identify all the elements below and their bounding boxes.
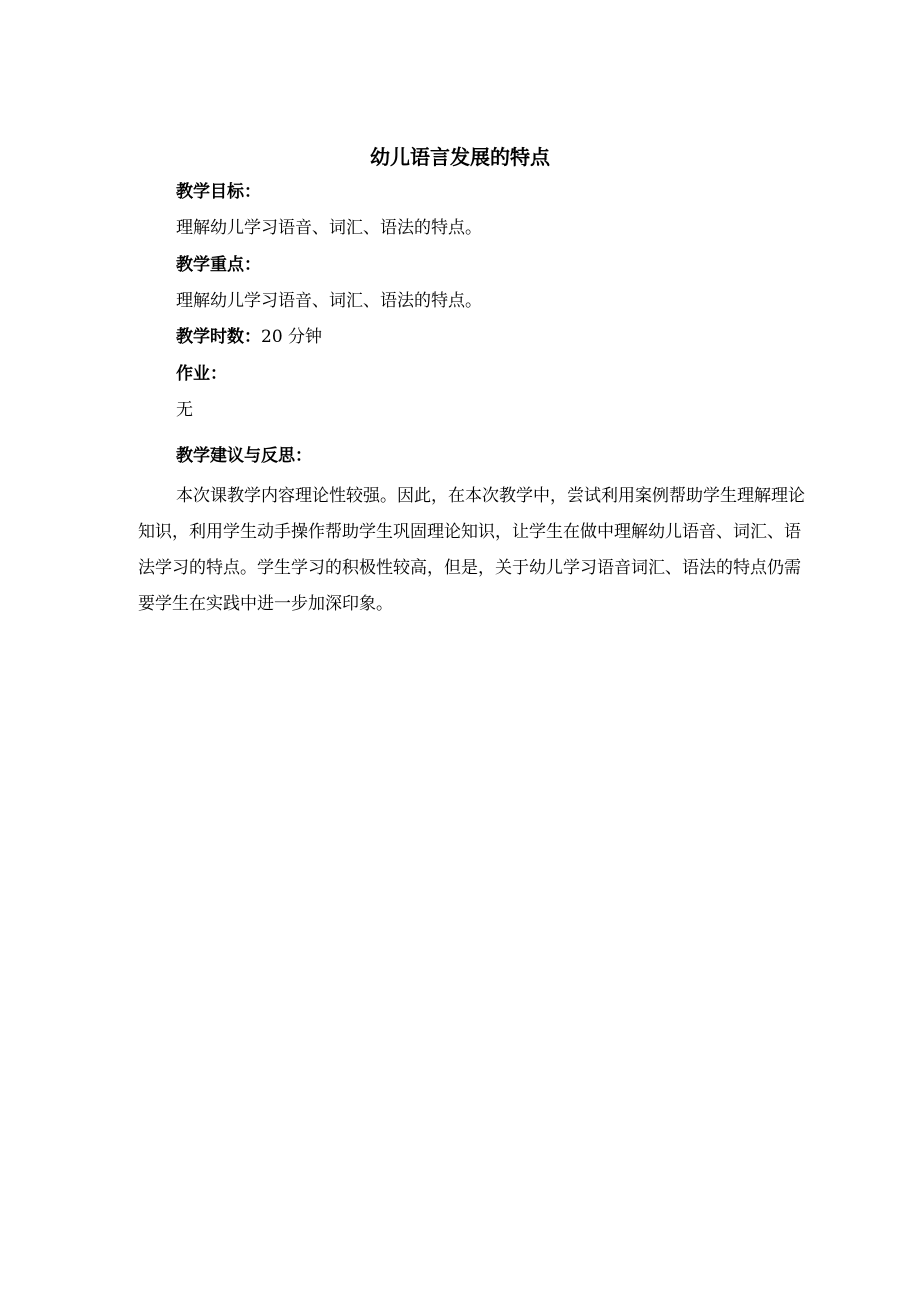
objectives-label: 教学目标： (176, 182, 261, 202)
homework-label: 作业： (176, 364, 227, 384)
reflection-label: 教学建议与反思： (176, 446, 312, 466)
homework-text: 无 (176, 400, 193, 420)
document-title: 幼儿语言发展的特点 (370, 145, 550, 169)
key-points-label: 教学重点： (176, 255, 261, 275)
key-points-text: 理解幼儿学习语音、词汇、语法的特点。 (176, 291, 482, 311)
reflection-paragraph: 本次课教学内容理论性较强。因此，在本次教学中，尝试利用案例帮助学生理解理论知识，利用学生动手操作帮助学生巩固理论知识，让学生在做中理解幼儿语音、词汇、语法学习的特点。学生学习的积极性较高，但是，关于幼儿学习语音词汇、语法的特点仍需要学生在实践中进一步加深印象。 (138, 486, 805, 614)
hours-value: 20 分钟 (261, 327, 323, 347)
hours-label: 教学时数： (176, 327, 261, 347)
objectives-text: 理解幼儿学习语音、词汇、语法的特点。 (176, 218, 482, 238)
hours-line (176, 325, 322, 349)
